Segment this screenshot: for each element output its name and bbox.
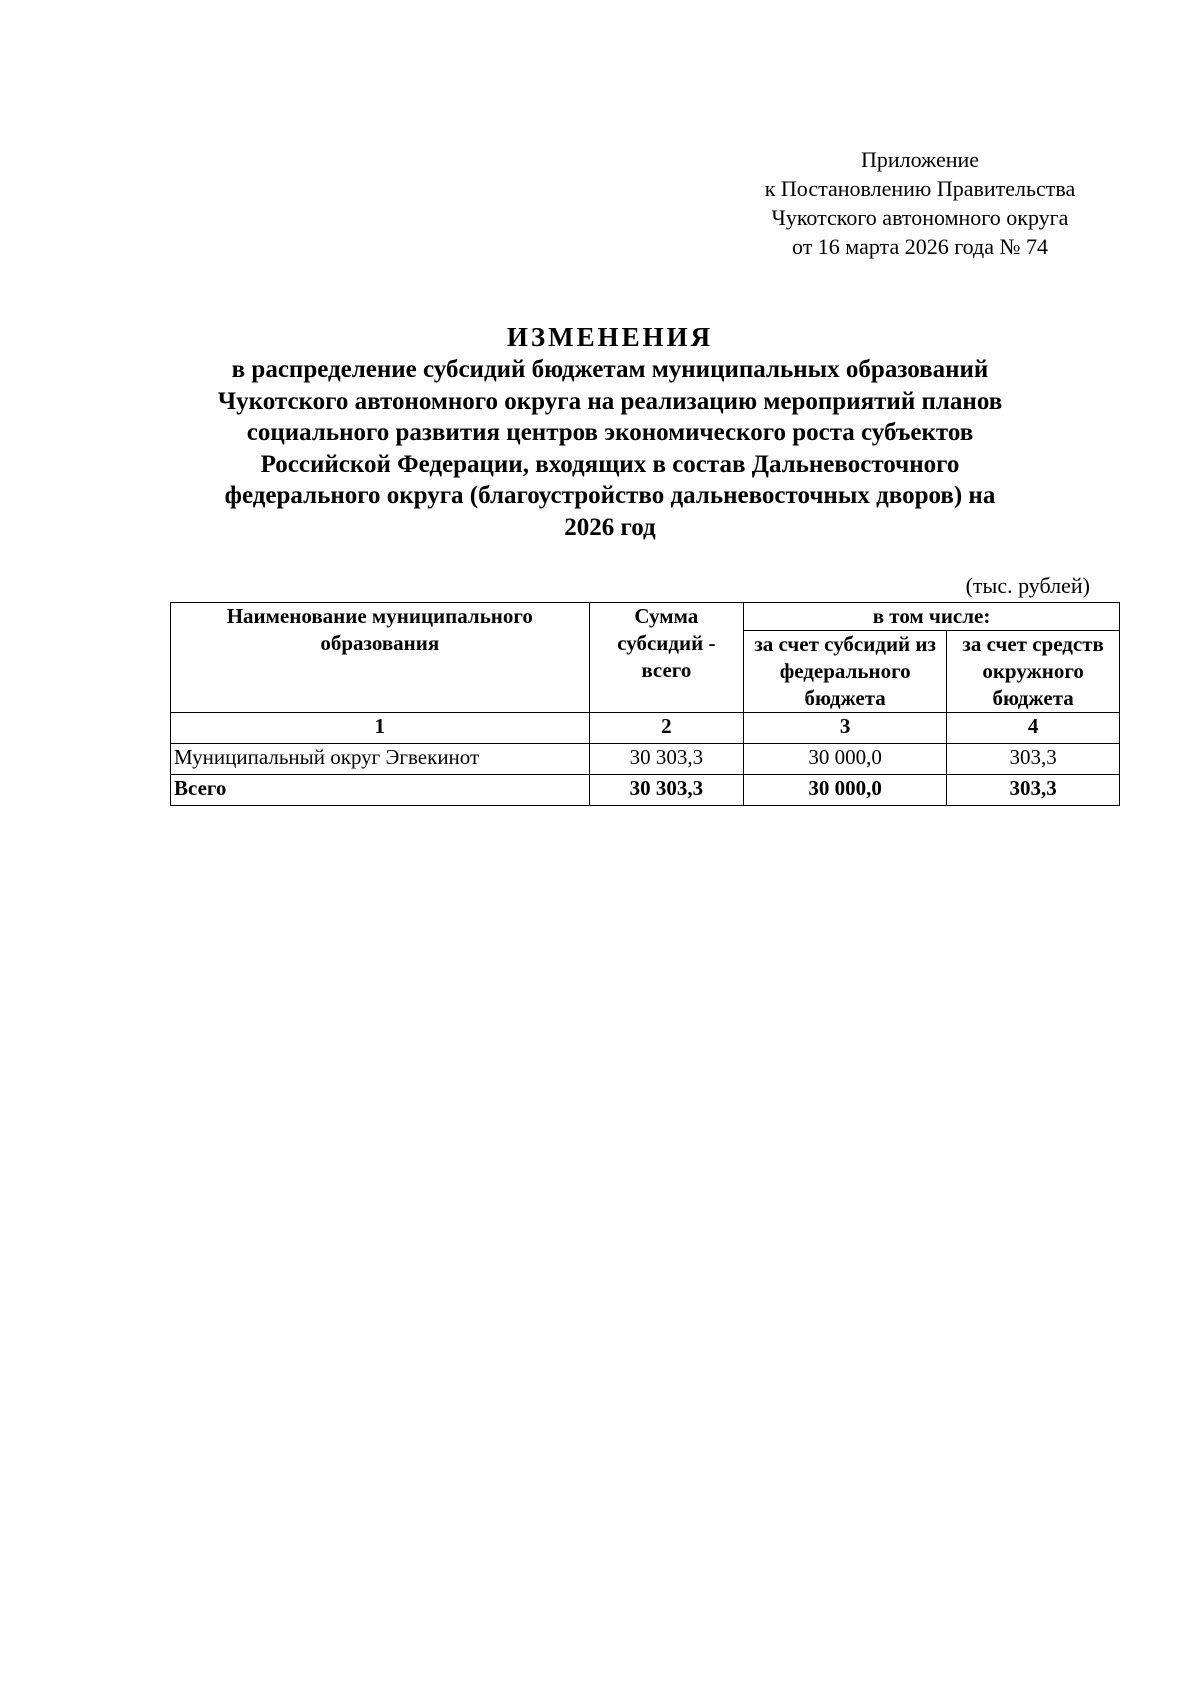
header-federal: за счет субсидий из федерального бюджета bbox=[744, 631, 947, 713]
title-line: в распределение субсидий бюджетам муниципальных образований bbox=[231, 356, 989, 383]
cell-total: 30 303,3 bbox=[589, 744, 743, 775]
cell-total-sum: 30 303,3 bbox=[589, 775, 743, 806]
appendix-block bbox=[710, 145, 1130, 261]
subsidy-table bbox=[170, 602, 1120, 806]
header-okrug: за счет средств окружного бюджета bbox=[947, 631, 1120, 713]
header-including: в том числе: bbox=[744, 603, 1120, 631]
total-row bbox=[171, 775, 1120, 806]
title-line: 2026 год bbox=[564, 513, 656, 541]
cell-federal: 30 000,0 bbox=[744, 744, 947, 775]
cell-total-okrug: 303,3 bbox=[947, 775, 1120, 806]
cell-okrug: 303,3 bbox=[947, 744, 1120, 775]
title-line: Российской Федерации, входящих в состав Дальневосточного bbox=[260, 450, 960, 478]
appendix-line: Приложение bbox=[860, 147, 980, 172]
units-label: (тыс. рублей) bbox=[965, 573, 1090, 598]
column-number: 3 bbox=[744, 713, 947, 744]
column-number: 4 bbox=[947, 713, 1120, 744]
table-row bbox=[171, 744, 1120, 775]
cell-total-label: Всего bbox=[171, 775, 590, 806]
title-line: Чукотского автономного округа на реализацию мероприятий планов bbox=[217, 387, 1003, 415]
cell-total-federal: 30 000,0 bbox=[744, 775, 947, 806]
title-line: социального развития центров экономического роста субъектов bbox=[246, 419, 974, 446]
title-main: ИЗМЕНЕНИЯ bbox=[506, 322, 714, 352]
column-number: 1 bbox=[171, 713, 590, 744]
appendix-line: Чукотского автономного округа bbox=[771, 205, 1069, 230]
title-line: федерального округа (благоустройство дальневосточных дворов) на bbox=[224, 482, 996, 509]
document-title bbox=[150, 320, 1070, 543]
appendix-line: к Постановлению Правительства bbox=[764, 176, 1076, 201]
appendix-line: от 16 марта 2026 года № 74 bbox=[791, 234, 1048, 259]
header-total: Сумма субсидий - всего bbox=[589, 603, 743, 713]
header-name: Наименование муниципального образования bbox=[171, 603, 590, 713]
column-number: 2 bbox=[589, 713, 743, 744]
cell-name: Муниципальный округ Эгвекинот bbox=[171, 744, 590, 775]
